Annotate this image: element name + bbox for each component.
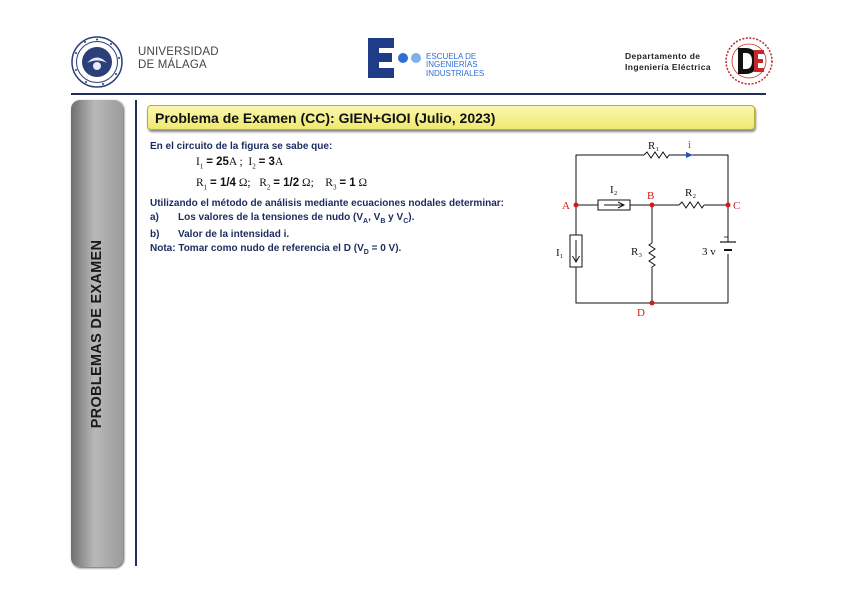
label-i1: I₁ xyxy=(556,247,564,259)
node-d-label: D xyxy=(637,307,645,318)
problem-intro: En el circuito de la figura se sabe que: xyxy=(150,141,333,152)
label-voltage: 3 v xyxy=(702,246,716,258)
item-a: a) Los valores de la tensiones de nudo ($V_A$, $V_B$ y $V_C$). xyxy=(150,211,415,225)
node-c-label: C xyxy=(733,200,741,212)
given-values xyxy=(150,154,510,197)
current-values: $I_1 = 25A$ ; $I_2 = 3A$ xyxy=(196,155,284,170)
school-logo xyxy=(364,36,424,80)
task-intro: Utilizando el método de análisis mediante ecuaciones nodales determinar: xyxy=(150,198,504,210)
university-name: UNIVERSIDAD DE MÁLAGA xyxy=(138,46,219,71)
node-a-label: A xyxy=(562,200,570,212)
circuit-diagram xyxy=(552,138,772,318)
vertical-divider xyxy=(135,100,137,566)
item-b: b) Valor de la intensidad i. xyxy=(150,229,290,241)
label-i2: I₂ xyxy=(610,184,618,196)
label-r2: R₂ xyxy=(685,187,697,199)
label-r1: R₁ xyxy=(648,140,660,152)
header-divider xyxy=(71,93,766,95)
label-r3: R₃ xyxy=(631,246,643,258)
problem-statement xyxy=(150,140,510,260)
school-name: ESCUELA DE INGENIERÍAS INDUSTRIALES xyxy=(426,52,485,78)
resistance-values: $R_1 = 1/4$ Ω; $R_2 = 1/2$ Ω; $R_3 = 1$ Ω xyxy=(196,176,368,192)
university-seal-logo xyxy=(71,36,123,88)
sidebar-label: PROBLEMAS DE EXAMEN xyxy=(89,239,105,429)
department-logo xyxy=(724,36,774,86)
node-b-label: B xyxy=(647,190,655,202)
label-current-i: i xyxy=(688,140,691,151)
note: Nota: Tomar como nudo de referencia el D ($V_D = 0$ V). xyxy=(150,242,402,256)
page-title: Problema de Examen (CC): GIEN+GIOI (Julio, 2023) xyxy=(155,110,496,126)
department-name: Departamento de Ingeniería Eléctrica xyxy=(625,51,711,72)
